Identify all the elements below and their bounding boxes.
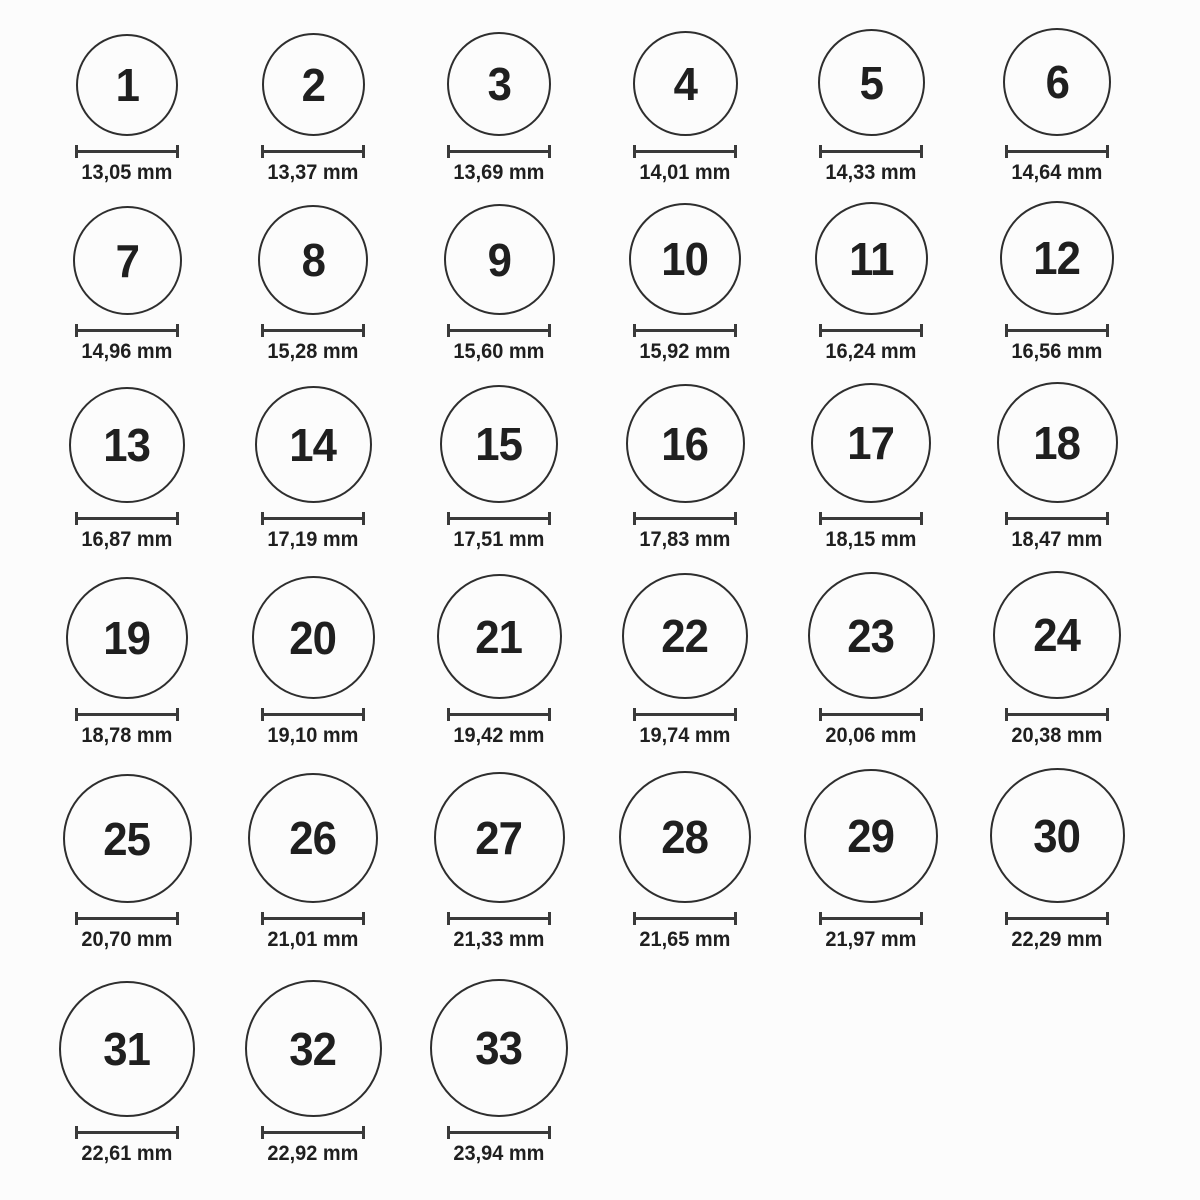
size-number: 20 <box>289 611 337 664</box>
diameter-measure-line <box>261 1126 365 1139</box>
ring-size-cell <box>964 382 1150 552</box>
diameter-label: 14,64 mm <box>1011 161 1103 184</box>
diameter-label: 22,92 mm <box>267 1142 359 1165</box>
diameter-label: 22,61 mm <box>81 1142 173 1165</box>
size-number: 15 <box>475 418 523 470</box>
ring-size-cell <box>592 771 778 952</box>
ring-size-cell <box>406 772 592 952</box>
size-number: 6 <box>1045 56 1069 108</box>
diameter-label: 19,74 mm <box>639 724 731 747</box>
diameter-measure-line <box>75 324 179 337</box>
diameter-label: 18,15 mm <box>825 528 917 551</box>
size-circle <box>430 979 568 1117</box>
size-circle <box>622 573 748 699</box>
diameter-measure-line <box>633 708 737 721</box>
size-circle <box>629 203 741 315</box>
size-number: 3 <box>487 58 511 110</box>
diameter-label: 16,56 mm <box>1011 340 1103 363</box>
size-number: 23 <box>847 609 895 662</box>
size-circle <box>447 32 551 136</box>
diameter-measure-line <box>261 145 365 158</box>
diameter-label: 13,37 mm <box>267 161 359 184</box>
diameter-label: 20,06 mm <box>825 724 917 747</box>
size-circle <box>990 768 1125 903</box>
ring-size-cell <box>34 206 220 364</box>
diameter-label: 17,19 mm <box>267 528 359 551</box>
size-circle <box>633 31 738 136</box>
ring-size-cell <box>220 576 406 748</box>
diameter-measure-line <box>1005 145 1109 158</box>
size-circle <box>59 981 195 1117</box>
diameter-measure-line <box>261 912 365 925</box>
diameter-measure-line <box>447 512 551 525</box>
size-number: 26 <box>289 812 337 864</box>
size-number: 9 <box>487 233 511 286</box>
diameter-measure-line <box>819 912 923 925</box>
ring-size-cell <box>964 201 1150 364</box>
size-circle <box>434 772 565 903</box>
diameter-measure-line <box>1005 512 1109 525</box>
diameter-measure-line <box>447 324 551 337</box>
diameter-measure-line <box>633 912 737 925</box>
diameter-measure-line <box>75 512 179 525</box>
diameter-measure-line <box>633 512 737 525</box>
diameter-label: 21,97 mm <box>825 928 917 951</box>
size-circle <box>73 206 182 315</box>
ring-size-cell <box>406 385 592 552</box>
diameter-label: 16,24 mm <box>825 340 917 363</box>
diameter-measure-line <box>75 708 179 721</box>
ring-size-cell <box>592 384 778 552</box>
diameter-measure-line <box>819 324 923 337</box>
size-number: 21 <box>475 610 523 663</box>
size-number: 8 <box>301 234 325 286</box>
ring-size-cell <box>220 773 406 952</box>
diameter-label: 21,01 mm <box>267 928 359 951</box>
size-number: 1 <box>115 59 139 111</box>
diameter-measure-line <box>633 145 737 158</box>
diameter-label: 19,10 mm <box>267 724 359 747</box>
size-circle <box>440 385 558 503</box>
diameter-label: 18,78 mm <box>81 724 173 747</box>
ring-size-cell <box>406 574 592 748</box>
chart-row <box>0 2 1200 185</box>
size-number: 4 <box>673 57 697 110</box>
chart-row <box>0 364 1200 552</box>
diameter-measure-line <box>447 145 551 158</box>
ring-size-cell <box>34 774 220 952</box>
diameter-label: 15,60 mm <box>453 340 545 363</box>
diameter-measure-line <box>819 145 923 158</box>
size-number: 5 <box>859 56 883 109</box>
size-number: 33 <box>475 1022 523 1074</box>
diameter-measure-line <box>75 912 179 925</box>
diameter-label: 15,28 mm <box>267 340 359 363</box>
ring-size-cell <box>220 33 406 185</box>
size-circle <box>258 205 368 315</box>
diameter-label: 14,96 mm <box>81 340 173 363</box>
diameter-measure-line <box>1005 708 1109 721</box>
ring-size-cell <box>592 203 778 364</box>
size-circle <box>444 204 555 315</box>
size-number: 24 <box>1033 609 1081 661</box>
size-circle <box>1003 28 1111 136</box>
ring-size-cell <box>592 31 778 185</box>
size-number: 11 <box>848 232 894 285</box>
size-circle <box>248 773 378 903</box>
ring-size-cell <box>778 572 964 748</box>
chart-row <box>0 748 1200 952</box>
diameter-measure-line <box>819 512 923 525</box>
size-number: 10 <box>661 233 709 285</box>
diameter-label: 18,47 mm <box>1011 528 1103 551</box>
size-number: 16 <box>661 417 709 470</box>
ring-size-cell <box>778 202 964 364</box>
size-number: 7 <box>115 234 139 287</box>
size-circle <box>993 571 1121 699</box>
size-number: 30 <box>1033 809 1081 862</box>
size-circle <box>255 386 372 503</box>
size-number: 13 <box>103 419 151 471</box>
size-circle <box>437 574 562 699</box>
ring-size-cell <box>406 32 592 185</box>
diameter-label: 17,83 mm <box>639 528 731 551</box>
size-number: 17 <box>847 417 895 469</box>
ring-size-cell <box>406 204 592 364</box>
ring-size-cell <box>592 573 778 748</box>
ring-size-cell <box>220 205 406 364</box>
diameter-label: 14,33 mm <box>825 161 917 184</box>
size-circle <box>997 382 1118 503</box>
size-number: 27 <box>475 811 523 864</box>
chart-row <box>0 185 1200 364</box>
size-number: 29 <box>847 810 895 862</box>
size-number: 12 <box>1033 232 1081 284</box>
size-circle <box>619 771 751 903</box>
size-number: 18 <box>1033 416 1081 469</box>
diameter-label: 19,42 mm <box>453 724 545 747</box>
ring-size-cell <box>964 768 1150 952</box>
size-number: 31 <box>103 1023 151 1075</box>
diameter-measure-line <box>633 324 737 337</box>
ring-size-cell <box>964 571 1150 748</box>
diameter-measure-line <box>819 708 923 721</box>
size-number: 25 <box>103 812 151 865</box>
chart-row <box>0 952 1200 1166</box>
size-number: 32 <box>289 1022 337 1075</box>
ring-size-cell <box>34 577 220 748</box>
diameter-label: 21,65 mm <box>639 928 731 951</box>
size-number: 2 <box>301 58 325 111</box>
size-circle <box>245 980 382 1117</box>
diameter-measure-line <box>447 1126 551 1139</box>
diameter-measure-line <box>1005 912 1109 925</box>
chart-row <box>0 552 1200 748</box>
ring-size-cell <box>778 29 964 185</box>
size-number: 19 <box>103 612 151 664</box>
diameter-label: 17,51 mm <box>453 528 545 551</box>
ring-size-cell <box>34 981 220 1166</box>
diameter-label: 20,70 mm <box>81 928 173 951</box>
diameter-measure-line <box>1005 324 1109 337</box>
diameter-label: 23,94 mm <box>453 1142 545 1165</box>
ring-size-cell <box>220 386 406 552</box>
size-number: 14 <box>289 418 337 471</box>
diameter-measure-line <box>261 512 365 525</box>
diameter-measure-line <box>75 145 179 158</box>
size-circle <box>626 384 745 503</box>
diameter-label: 20,38 mm <box>1011 724 1103 747</box>
diameter-measure-line <box>447 912 551 925</box>
size-number: 22 <box>661 610 709 662</box>
ring-size-cell <box>406 979 592 1166</box>
size-circle <box>252 576 375 699</box>
size-circle <box>66 577 188 699</box>
diameter-label: 15,92 mm <box>639 340 731 363</box>
diameter-measure-line <box>75 1126 179 1139</box>
ring-size-cell <box>220 980 406 1166</box>
size-circle <box>804 769 938 903</box>
size-circle <box>811 383 931 503</box>
diameter-label: 22,29 mm <box>1011 928 1103 951</box>
size-circle <box>815 202 928 315</box>
size-circle <box>818 29 925 136</box>
ring-size-cell <box>34 34 220 185</box>
size-number: 28 <box>661 811 709 863</box>
diameter-label: 13,05 mm <box>81 161 173 184</box>
size-circle <box>76 34 178 136</box>
size-circle <box>63 774 192 903</box>
ring-size-cell <box>778 769 964 952</box>
ring-size-cell <box>964 28 1150 185</box>
diameter-measure-line <box>261 708 365 721</box>
diameter-label: 14,01 mm <box>639 161 731 184</box>
diameter-label: 21,33 mm <box>453 928 545 951</box>
diameter-measure-line <box>447 708 551 721</box>
size-circle <box>808 572 935 699</box>
diameter-label: 16,87 mm <box>81 528 173 551</box>
size-circle <box>1000 201 1114 315</box>
ring-size-cell <box>778 383 964 552</box>
ring-size-cell <box>34 387 220 552</box>
size-circle <box>262 33 365 136</box>
diameter-measure-line <box>261 324 365 337</box>
size-circle <box>69 387 185 503</box>
diameter-label: 13,69 mm <box>453 161 545 184</box>
